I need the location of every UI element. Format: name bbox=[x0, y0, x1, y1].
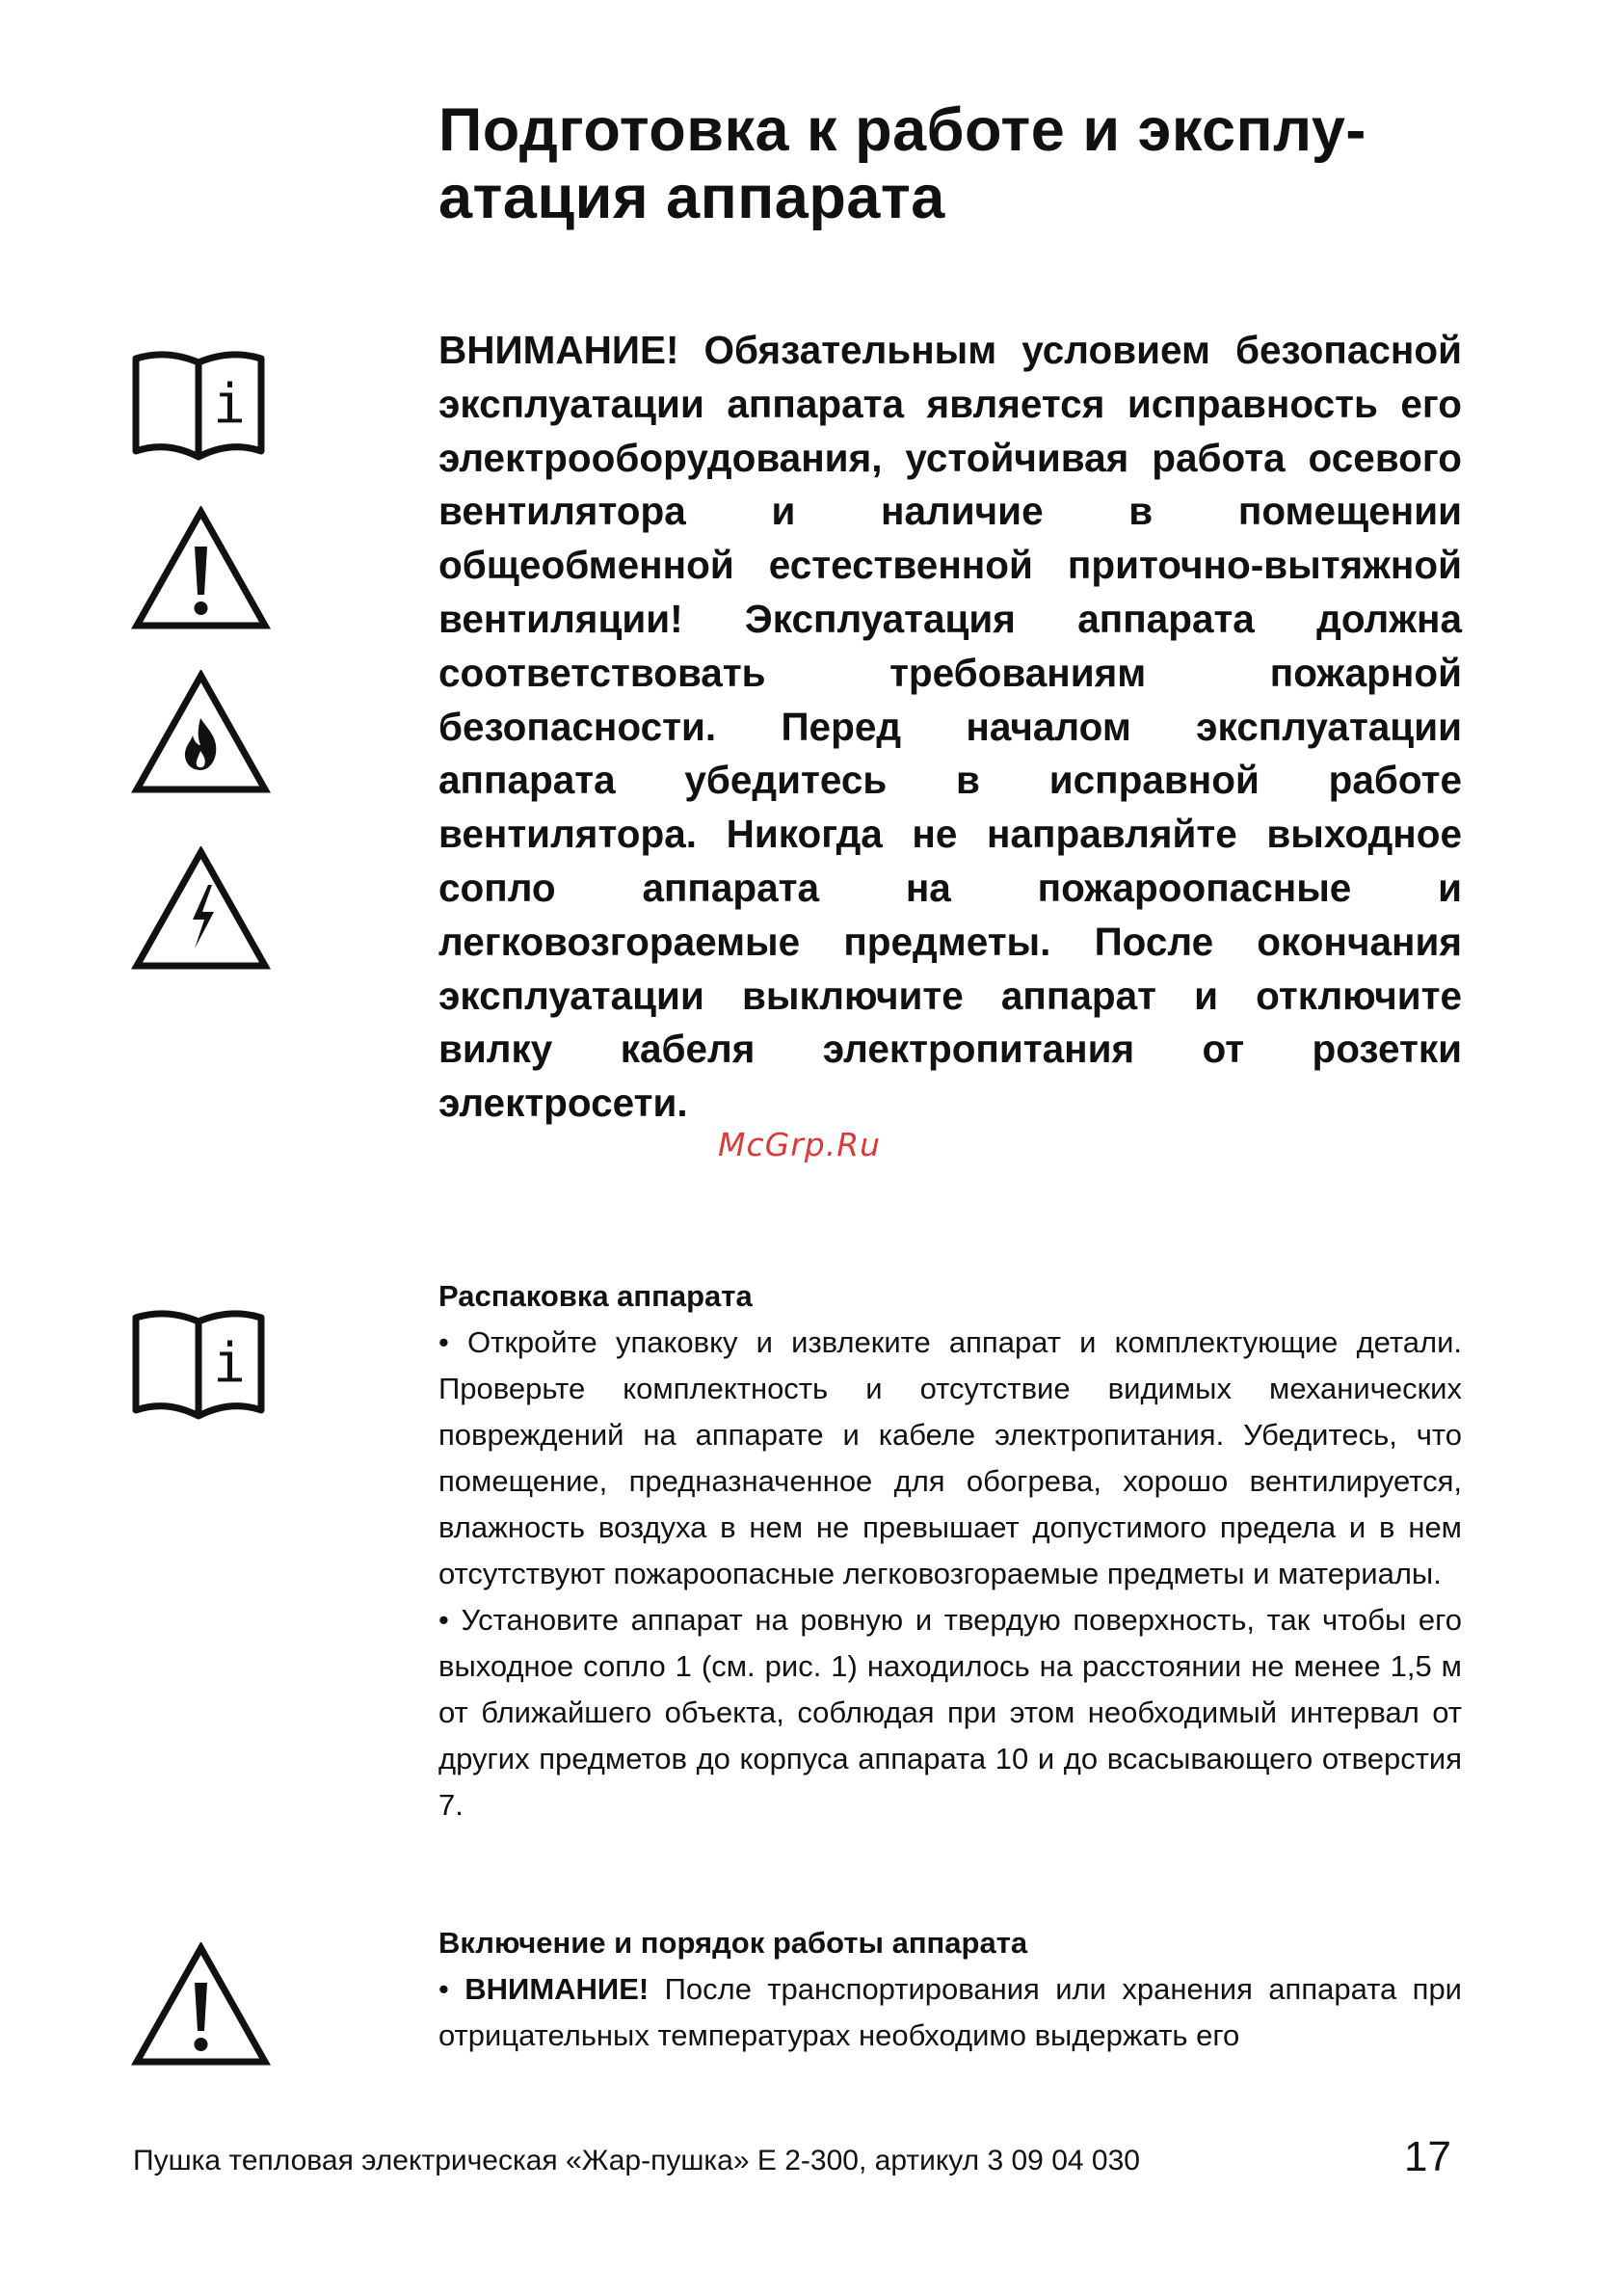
warning-exclamation-icon bbox=[131, 506, 271, 631]
safety-warning-paragraph: ВНИМАНИЕ! Обязательным условием безопасной эксплуатации аппарата является исправность его электрооборудования, устойчивая работа осевого вентилятора и наличие в помещении общеобменной естественной приточно-вытяжной вентиляции! Эксплуатация аппарата должна соответствовать требованиям пожарной безопасности. Перед началом эксплуатации аппарата убедитесь в исправной работе вентилятора. Никогда не направляйте выходное сопло аппарата на пожароопасные и легковозгораемые предметы. После окончания эксплуатации выключите аппарат и отключите вилку кабеля электропитания от розетки электросети. bbox=[438, 328, 1462, 1126]
operation-bullet-1 bbox=[438, 1966, 1462, 2059]
operation-bullet-prefix: • bbox=[438, 1972, 465, 2006]
warning-exclamation-icon-operation bbox=[131, 1942, 271, 2068]
section-operation bbox=[438, 1920, 1462, 2059]
unpacking-bullet-1: • Откройте упаковку и извлеките аппарат и комплектующие детали. Проверьте комплектность и отсутствие видимых механических повреждений на аппарате и кабеле электропитания. Убедитесь, что помещение, предназначенное для обогрева, хорошо вентилируется, влажность воздуха в нем не превышает допустимого предела и в нем отсутствуют пожароопасные легковозгораемые предметы и материалы. bbox=[438, 1325, 1462, 1590]
page-number: 17 bbox=[1404, 2133, 1451, 2180]
footer-product-line: Пушка тепловая электрическая «Жар-пушка» Е 2-300, артикул 3 09 04 030 bbox=[133, 2145, 1140, 2176]
fire-hazard-icon bbox=[131, 670, 271, 795]
operation-warning-label: ВНИМАНИЕ! bbox=[464, 1972, 650, 2006]
svg-text:i: i bbox=[213, 1332, 246, 1395]
electric-hazard-icon bbox=[131, 846, 271, 972]
watermark: McGrp.Ru bbox=[718, 1126, 882, 1163]
page-title-line-2: атация аппарата bbox=[438, 164, 945, 231]
section-unpacking bbox=[438, 1273, 1462, 1829]
unpacking-bullet-2: • Установите аппарат на ровную и твердую поверхность, так чтобы его выходное сопло 1 (см. рис. 1) находилось на расстоянии не менее 1,5 м от ближайшего объекта, соблюдая при этом необходимый интервал от других предметов до корпуса аппарата 10 и до всасывающего отверстия 7. bbox=[438, 1603, 1462, 1822]
section-heading-unpacking: Распаковка аппарата bbox=[438, 1279, 753, 1313]
page-title bbox=[438, 96, 1470, 231]
svg-text:i: i bbox=[213, 373, 246, 436]
book-info-icon-unpacking bbox=[131, 1306, 266, 1422]
page-title-line-1: Подготовка к работе и эксплу- bbox=[438, 96, 1366, 164]
book-info-icon bbox=[131, 347, 266, 463]
section-heading-operation: Включение и порядок работы аппарата bbox=[438, 1926, 1028, 1960]
operation-bullet-text: После транспортирования или хранения аппарата при отрицательных температурах необходимо выдержать его bbox=[438, 1972, 1463, 2052]
